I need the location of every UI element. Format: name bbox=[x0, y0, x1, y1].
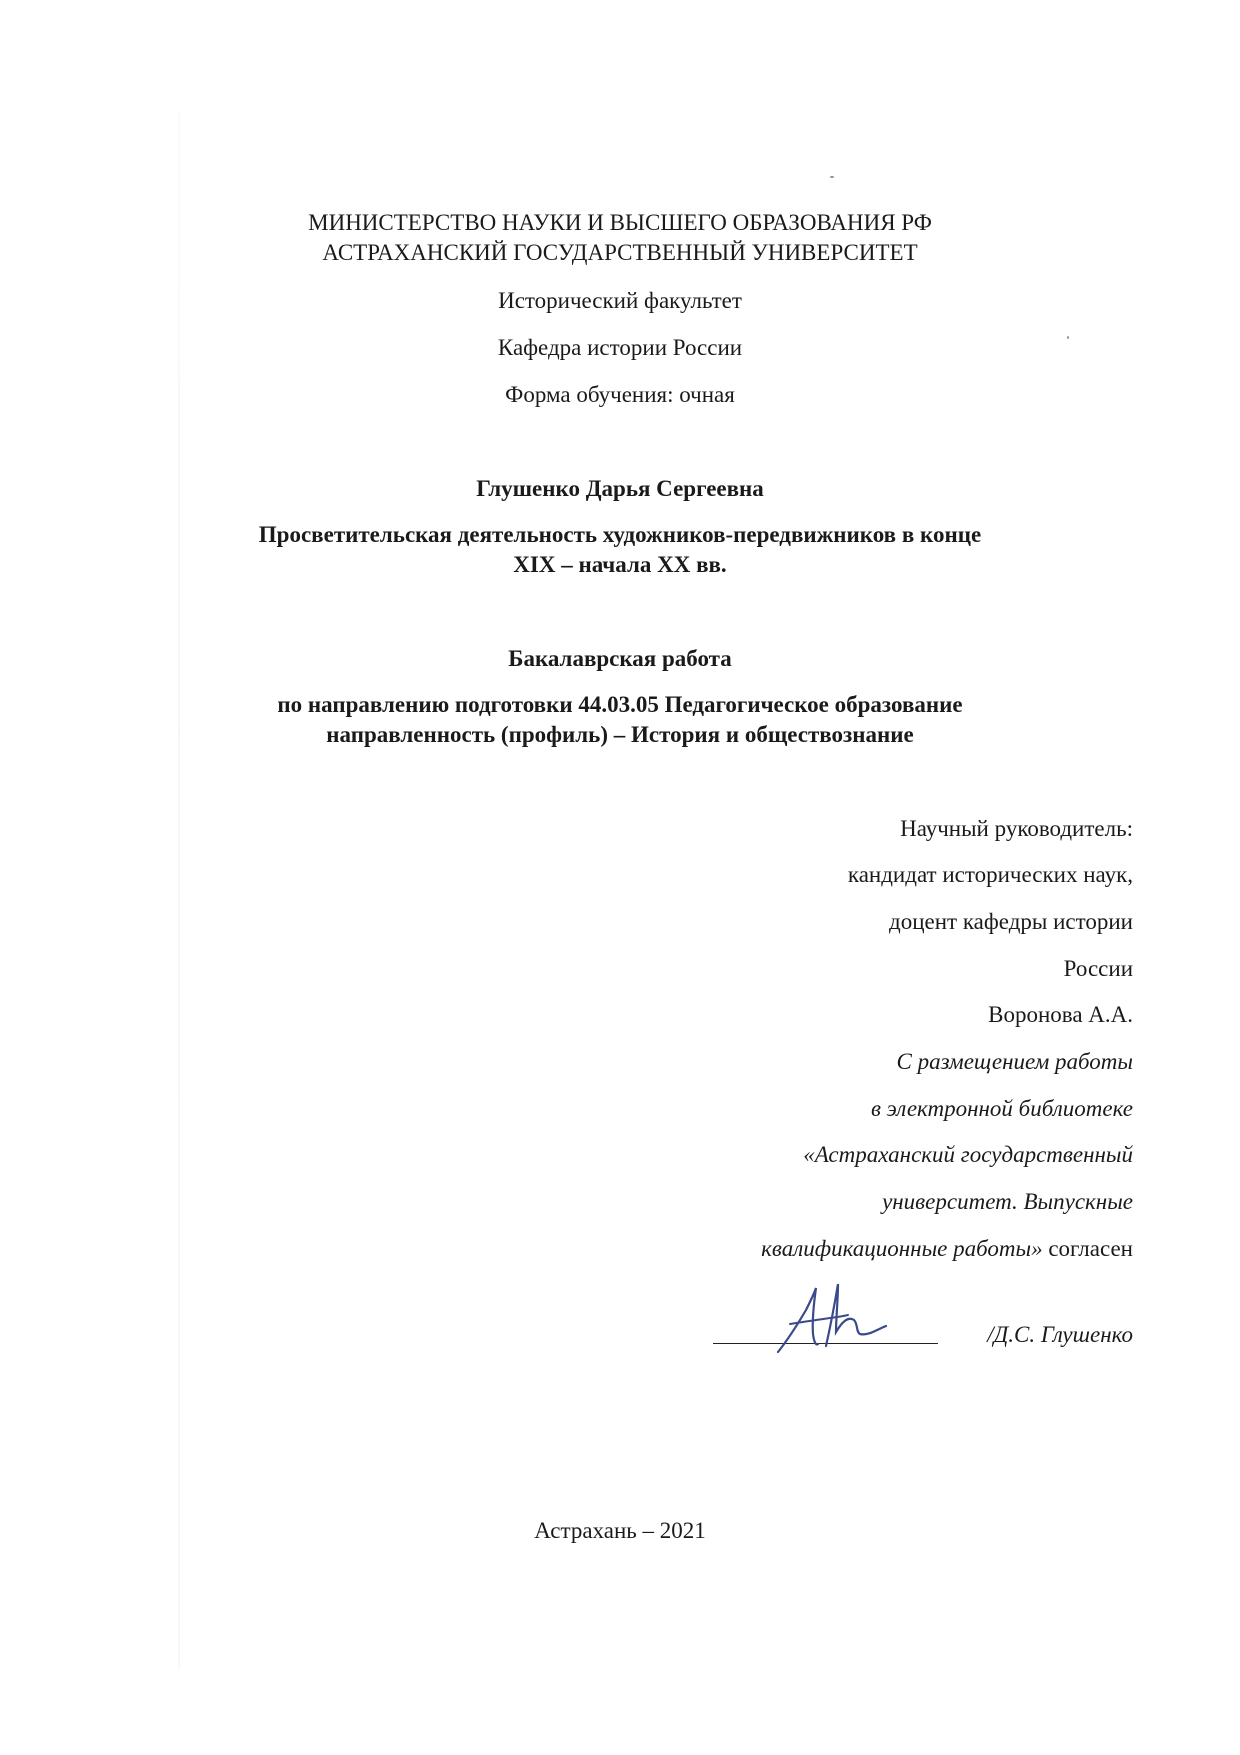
thesis-title-line-1: Просветительская деятельность художников-передвижников в конце bbox=[258, 522, 982, 547]
signature-row bbox=[713, 1310, 1133, 1350]
consent-line-5 bbox=[761, 1234, 1133, 1264]
faculty-name: Исторический факультет bbox=[498, 288, 742, 313]
university-name: АСТРАХАНСКИЙ ГОСУДАРСТВЕННЫЙ УНИВЕРСИТЕТ bbox=[322, 240, 918, 265]
signer-name: /Д.С. Глушенко bbox=[987, 1322, 1133, 1347]
consent-line-3: «Астраханский государственный bbox=[803, 1142, 1133, 1167]
work-type: Бакалаврская работа bbox=[508, 646, 732, 671]
consent-line-1: С размещением работы bbox=[896, 1049, 1133, 1074]
supervisor-degree: кандидат исторических наук, bbox=[847, 862, 1133, 887]
city-year: Астрахань – 2021 bbox=[534, 1518, 706, 1543]
scan-speck bbox=[830, 176, 834, 178]
consent-line-4: университет. Выпускные bbox=[882, 1189, 1133, 1214]
author-name: Глушенко Дарья Сергеевна bbox=[476, 476, 764, 501]
supervisor-label: Научный руководитель: bbox=[900, 816, 1133, 841]
thesis-title-line-2: XIX – начала XX вв. bbox=[513, 552, 727, 577]
supervisor-position-line-1: доцент кафедры истории bbox=[889, 909, 1133, 934]
ministry-name: МИНИСТЕРСТВО НАУКИ И ВЫСШЕГО ОБРАЗОВАНИЯ РФ bbox=[308, 210, 932, 235]
direction-line-1: по направлению подготовки 44.03.05 Педагогическое образование bbox=[277, 692, 963, 717]
direction-line-2: направленность (профиль) – История и обществознание bbox=[326, 722, 914, 747]
supervisor-name: Воронова А.А. bbox=[988, 1002, 1133, 1027]
consent-line-5-italic: квалификационные работы» bbox=[761, 1236, 1043, 1261]
supervisor-position-line-2: России bbox=[1063, 956, 1133, 981]
consent-line-5-normal: согласен bbox=[1042, 1236, 1133, 1261]
department-name: Кафедра истории России bbox=[497, 335, 743, 360]
consent-line-2: в электронной библиотеке bbox=[870, 1096, 1133, 1121]
handwritten-signature bbox=[768, 1272, 898, 1362]
study-form: Форма обучения: очная bbox=[505, 382, 735, 407]
